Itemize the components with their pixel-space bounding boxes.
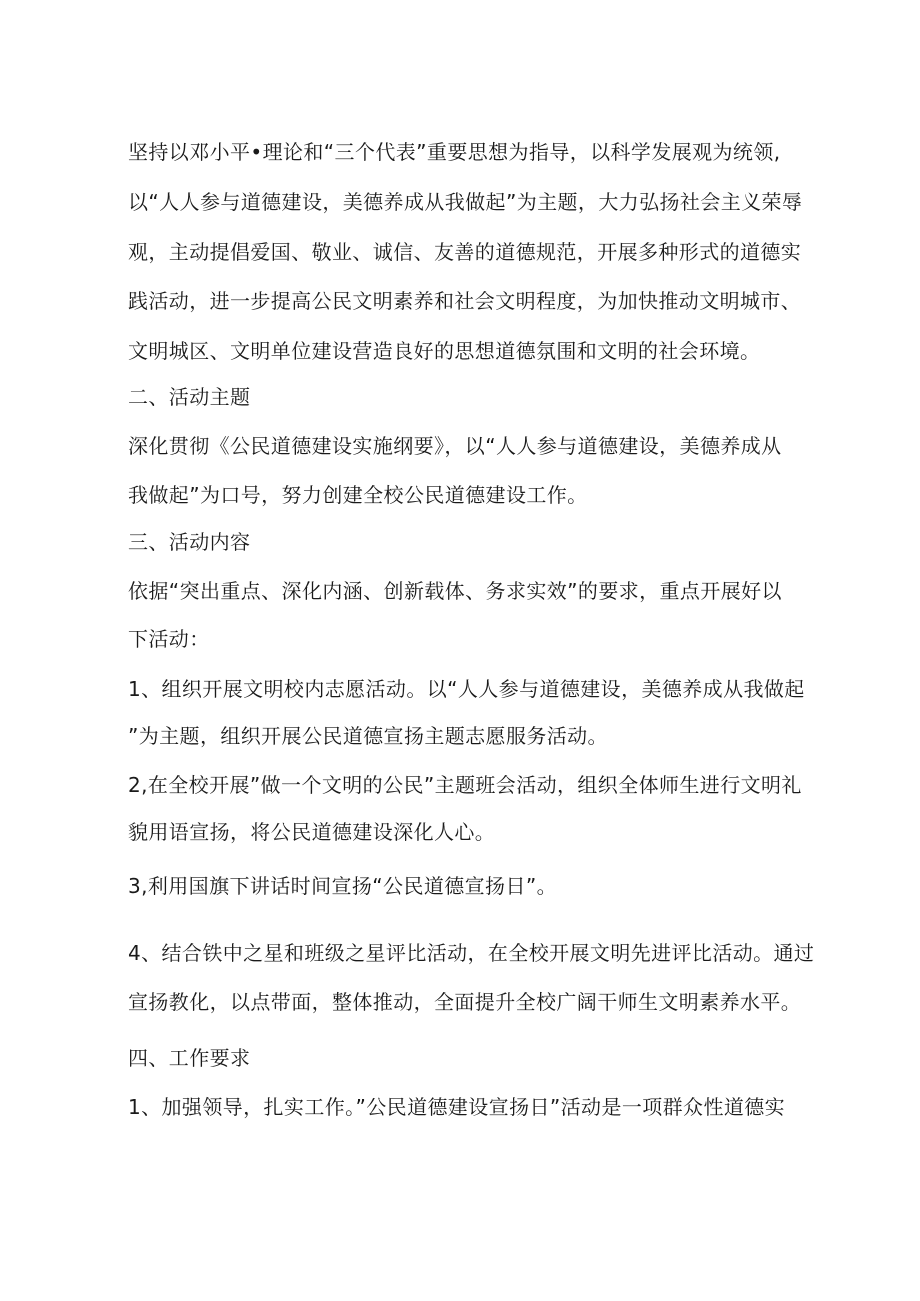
text-line: 观，主动提倡爱国、敬业、诚信、友善的道德规范，开展多种形式的道德实 xyxy=(128,240,802,264)
list-item-continued: ”为主题，组织开展公民道德宣扬主题志愿服务活动。 xyxy=(128,724,608,748)
section-heading: 四、工作要求 xyxy=(128,1046,251,1070)
text-line: 依据“突出重点、深化内涵、创新载体、务求实效”的要求，重点开展好以 xyxy=(128,579,782,603)
text-line: 以“人人参与道德建设，美德养成从我做起”为主题，大力弘扬社会主义荣辱 xyxy=(128,190,803,214)
text-line: 下活动： xyxy=(128,627,210,651)
list-item: 3,利用国旗下讲话时间宣扬“公民道德宣扬日”。 xyxy=(128,874,558,898)
text-line: 我做起”为口号，努力创建全校公民道德建设工作。 xyxy=(128,483,588,507)
list-item: 1、加强领导，扎实工作。”公民道德建设宣扬日”活动是一项群众性道德实 xyxy=(128,1095,786,1119)
list-item-continued: 貌用语宣扬，将公民道德建设深化人心。 xyxy=(128,820,496,844)
list-item: 4、结合铁中之星和班级之星评比活动，在全校开展文明先进评比活动。通过 xyxy=(128,941,815,965)
section-heading: 三、活动内容 xyxy=(128,530,251,554)
list-item-continued: 宣扬教化，以点带面，整体推动，全面提升全校广阔干师生文明素养水平。 xyxy=(128,990,802,1014)
section-heading: 二、活动主题 xyxy=(128,385,251,409)
text-line: 深化贯彻《公民道德建设实施纲要》，以“人人参与道德建设，美德养成从 xyxy=(128,434,782,458)
text-line: 践活动，进一步提高公民文明素养和社会文明程度，为加快推动文明城市、 xyxy=(128,289,802,313)
text-line: 坚持以邓小平•理论和“三个代表”重要思想为指导，以科学发展观为统领, xyxy=(128,140,781,164)
list-item: 1、组织开展文明校内志愿活动。以“人人参与道德建设，美德养成从我做起 xyxy=(128,677,805,701)
text-line: 文明城区、文明单位建设营造良好的思想道德氛围和文明的社会环境。 xyxy=(128,339,761,363)
list-item: 2,在全校开展”做一个文明的公民”主题班会活动，组织全体师生进行文明礼 xyxy=(128,773,802,797)
